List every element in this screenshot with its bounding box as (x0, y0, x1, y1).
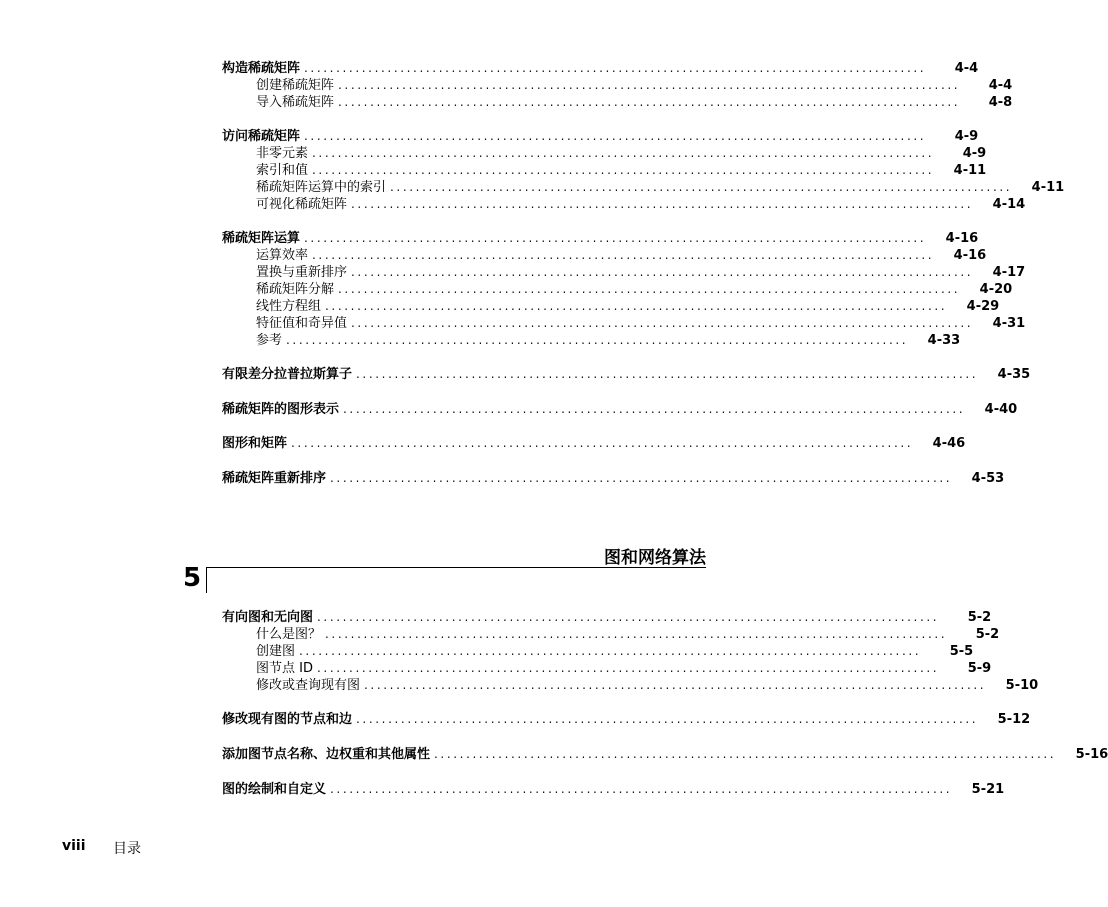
toc-entry-page: 4-11 (1031, 180, 1065, 195)
toc-entry-title: 索引和值 (256, 163, 309, 178)
toc-entry-title: 添加图节点名称、边权重和其他属性 (222, 747, 431, 762)
toc-subentry[interactable] (256, 626, 1000, 643)
chapter-divider (206, 567, 706, 568)
leader-dots: ................................................................................................. (338, 95, 961, 109)
toc-entry-page: 4-16 (945, 231, 979, 246)
toc-subentry[interactable] (256, 677, 1039, 694)
leader-dots: ................................................................................................. (286, 333, 909, 347)
leader-dots: ................................................................................................. (312, 248, 935, 262)
toc-entry-page: 4-4 (954, 61, 979, 76)
footer-page-number: viii (62, 838, 86, 854)
toc-subentry[interactable] (256, 162, 987, 179)
leader-dots: ................................................................................................. (312, 163, 935, 177)
toc-entry[interactable] (222, 435, 966, 452)
toc-entry-page: 5-5 (949, 644, 974, 659)
toc-entry-title: 可视化稀疏矩阵 (256, 197, 348, 212)
toc-entry-page: 4-20 (979, 282, 1013, 297)
leader-dots: ................................................................................................. (351, 197, 974, 211)
toc-entry-page: 4-8 (988, 95, 1013, 110)
toc-entry-page: 4-4 (988, 78, 1013, 93)
toc-entry-page: 4-9 (954, 129, 979, 144)
toc-entry-page: 5-10 (1005, 678, 1039, 693)
toc-entry-title: 图节点 ID (256, 661, 313, 676)
toc-entry-page: 5-12 (997, 712, 1031, 727)
toc-entry-page: 4-14 (992, 197, 1026, 212)
toc-subentry[interactable] (256, 315, 1026, 332)
toc-entry-title: 稀疏矩阵分解 (256, 282, 335, 297)
toc-entry[interactable] (222, 711, 1031, 728)
leader-dots: ................................................................................................. (330, 782, 953, 796)
leader-dots: ................................................................................................. (330, 471, 953, 485)
toc-entry[interactable] (222, 746, 1108, 763)
toc-entry-title: 有限差分拉普拉斯算子 (222, 367, 353, 382)
toc-entry[interactable] (222, 781, 1005, 798)
leader-dots: ................................................................................................. (291, 436, 914, 450)
toc-subentry[interactable] (256, 298, 1000, 315)
toc-entry-title: 访问稀疏矩阵 (222, 129, 301, 144)
toc-subentry[interactable] (256, 281, 1013, 298)
toc-entry-page: 4-17 (992, 265, 1026, 280)
toc-entry-page: 4-33 (927, 333, 961, 348)
toc-entry-page: 4-11 (953, 163, 987, 178)
chapter-divider-vertical (206, 567, 207, 593)
toc-entry-title: 修改现有图的节点和边 (222, 712, 353, 727)
leader-dots: ................................................................................................. (304, 231, 927, 245)
toc-entry-page: 5-21 (971, 782, 1005, 797)
toc-entry-page: 4-53 (971, 471, 1005, 486)
toc-entry[interactable] (222, 128, 979, 145)
toc-entry-title: 构造稀疏矩阵 (222, 61, 301, 76)
leader-dots: ................................................................................................. (338, 78, 961, 92)
toc-entry-title: 稀疏矩阵的图形表示 (222, 402, 340, 417)
leader-dots: ................................................................................................. (304, 61, 927, 75)
toc-entry-page: 4-40 (984, 402, 1018, 417)
leader-dots: ................................................................................................. (325, 627, 948, 641)
toc-entry[interactable] (222, 366, 1031, 383)
toc-subentry[interactable] (256, 196, 1026, 213)
leader-dots: ................................................................................................. (351, 316, 974, 330)
toc-entry-title: 图形和矩阵 (222, 436, 288, 451)
toc-subentry[interactable] (256, 179, 1065, 196)
toc-entry-title: 参考 (256, 333, 283, 348)
toc-entry[interactable] (222, 230, 979, 247)
leader-dots: ................................................................................................. (351, 265, 974, 279)
toc-entry-page: 4-35 (997, 367, 1031, 382)
toc-subentry[interactable] (256, 247, 987, 264)
toc-entry-title: 置换与重新排序 (256, 265, 348, 280)
chapter-number: 5 (183, 563, 202, 593)
toc-entry-title: 什么是图？ (256, 627, 322, 642)
toc-entry-title: 非零元素 (256, 146, 309, 161)
footer-section-label: 目录 (113, 841, 141, 857)
leader-dots: ................................................................................................. (325, 299, 948, 313)
toc-entry-title: 导入稀疏矩阵 (256, 95, 335, 110)
toc-entry-page: 5-2 (975, 627, 1000, 642)
toc-entry-title: 稀疏矩阵运算中的索引 (256, 180, 387, 195)
leader-dots: ................................................................................................. (338, 282, 961, 296)
toc-entry-title: 创建图 (256, 644, 296, 659)
toc-entry-title: 修改或查询现有图 (256, 678, 361, 693)
toc-entry-title: 运算效率 (256, 248, 309, 263)
toc-entry[interactable] (222, 60, 979, 77)
toc-entry-page: 4-46 (932, 436, 966, 451)
leader-dots: ................................................................................................. (434, 747, 1057, 761)
toc-subentry[interactable] (256, 145, 987, 162)
toc-entry[interactable] (222, 609, 992, 626)
leader-dots: ................................................................................................. (364, 678, 987, 692)
toc-entry-page: 5-2 (967, 610, 992, 625)
toc-entry-title: 图的绘制和自定义 (222, 782, 327, 797)
leader-dots: ................................................................................................. (304, 129, 927, 143)
toc-entry-title: 稀疏矩阵重新排序 (222, 471, 327, 486)
toc-entry-title: 线性方程组 (256, 299, 322, 314)
leader-dots: ................................................................................................. (356, 367, 979, 381)
toc-entry-page: 4-16 (953, 248, 987, 263)
leader-dots: ................................................................................................. (356, 712, 979, 726)
toc-entry-page: 4-9 (962, 146, 987, 161)
toc-entry-title: 有向图和无向图 (222, 610, 314, 625)
leader-dots: ................................................................................................. (312, 146, 935, 160)
toc-entry-page: 4-31 (992, 316, 1026, 331)
toc-subentry[interactable] (256, 77, 1013, 94)
toc-entry-page: 5-16 (1075, 747, 1108, 762)
leader-dots: ................................................................................................. (299, 644, 922, 658)
toc-entry[interactable] (222, 470, 1005, 487)
leader-dots: ................................................................................................. (316, 661, 940, 675)
toc-entry[interactable] (222, 401, 1018, 418)
toc-subentry[interactable] (256, 660, 992, 677)
chapter-title: 图和网络算法 (604, 548, 706, 568)
toc-subentry[interactable] (256, 94, 1013, 111)
toc-entry-title: 创建稀疏矩阵 (256, 78, 335, 93)
toc-entry-title: 稀疏矩阵运算 (222, 231, 301, 246)
leader-dots: ................................................................................................. (343, 402, 966, 416)
leader-dots: ................................................................................................. (317, 610, 940, 624)
toc-entry-page: 4-29 (966, 299, 1000, 314)
toc-entry-page: 5-9 (967, 661, 992, 676)
leader-dots: ................................................................................................. (390, 180, 1013, 194)
toc-subentry[interactable] (256, 332, 961, 349)
toc-subentry[interactable] (256, 643, 974, 660)
toc-entry-title: 特征值和奇异值 (256, 316, 348, 331)
toc-subentry[interactable] (256, 264, 1026, 281)
